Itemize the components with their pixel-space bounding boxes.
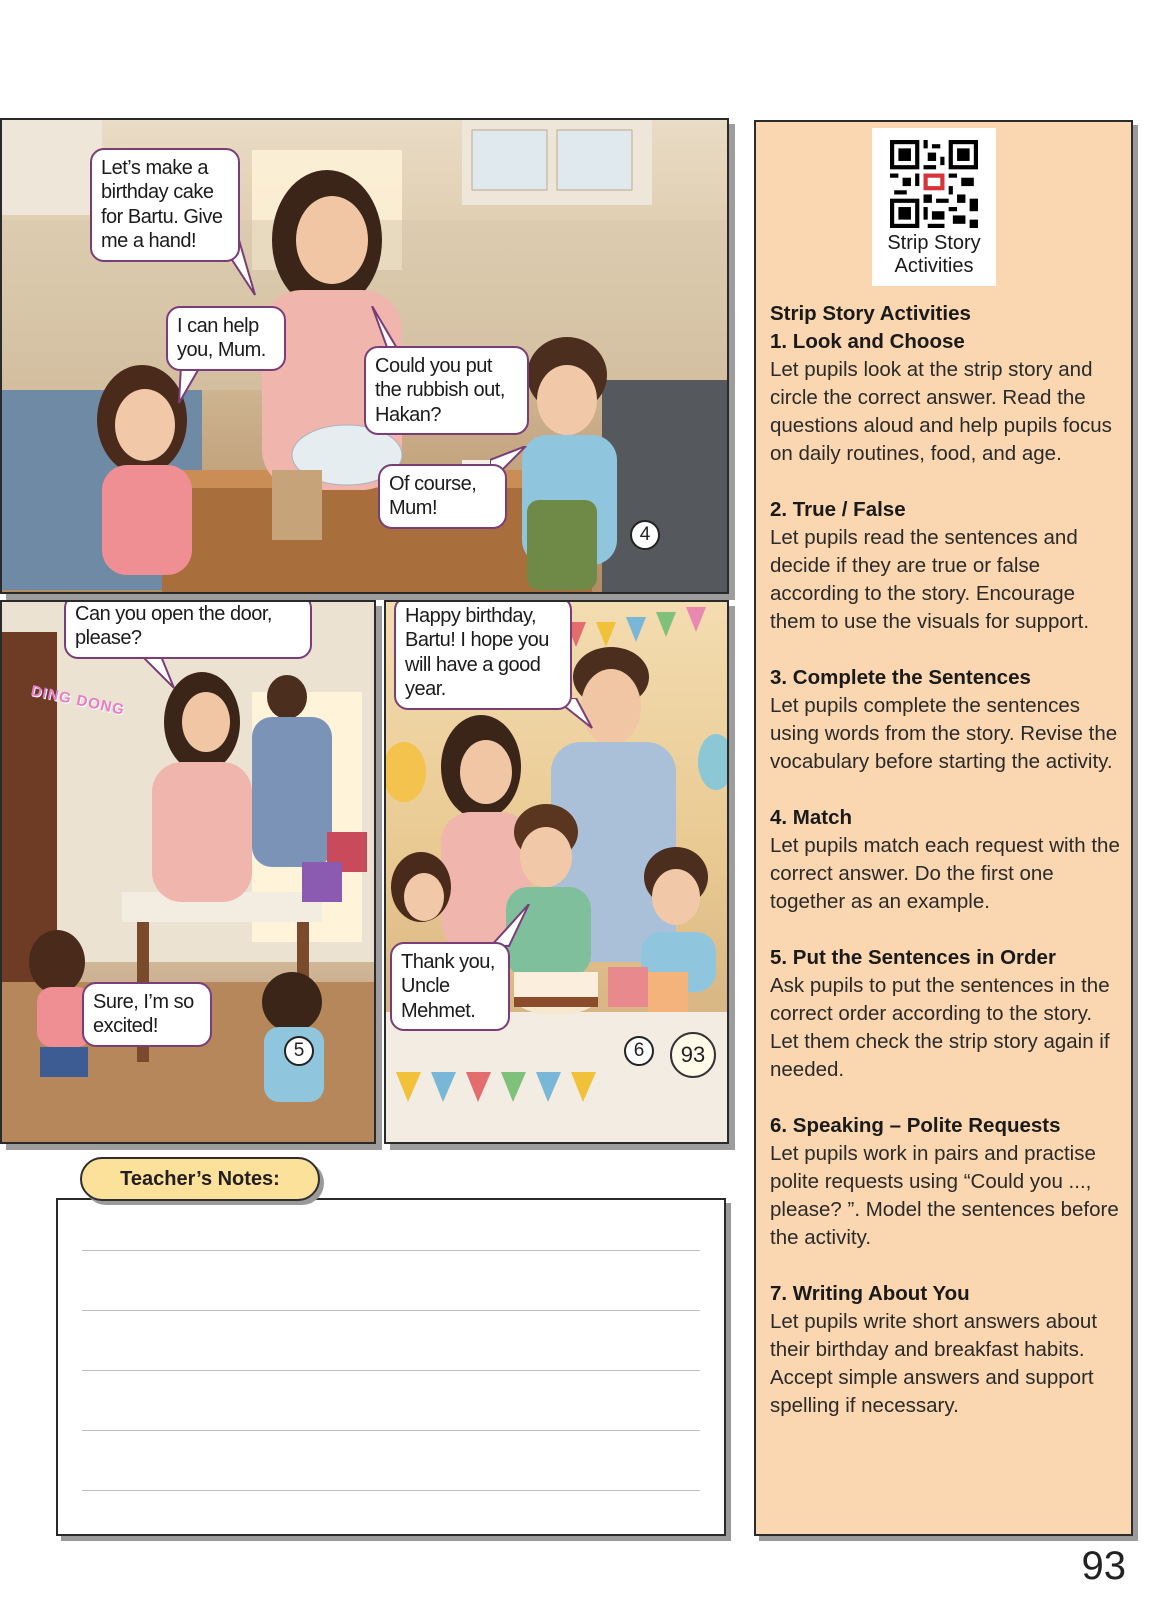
- speech-bubble-mum-rubbish: Could you put the rubbish out, Hakan?: [364, 346, 529, 435]
- activity-item: [770, 1280, 1122, 1420]
- activity-description: Let pupils complete the sentences using words from the story. Revise the vocabulary before starting the activity.: [770, 694, 1118, 773]
- activity-item: [770, 944, 1122, 1084]
- activity-title: 1. Look and Choose: [770, 330, 965, 353]
- speech-bubble-mum-door: Can you open the door, please?: [64, 600, 312, 659]
- panel-number: 5: [284, 1036, 314, 1066]
- qr-caption: Strip Story Activities: [887, 232, 981, 277]
- activity-description: Let pupils read the sentences and decide if they are true or false according to the story. Encourage them to use the visuals for support.: [770, 526, 1090, 633]
- activity-title: 3. Complete the Sentences: [770, 666, 1031, 689]
- activities-heading: Strip Story Activities: [770, 302, 971, 325]
- teachers-notes-box[interactable]: [56, 1198, 726, 1536]
- speech-bubble-mum-cake: Let’s make a birthday cake for Bartu. Give me a hand!: [90, 148, 240, 262]
- speech-bubble-girl-excited: Sure, I’m so excited!: [82, 982, 212, 1047]
- teacher-activities-sidebar: [754, 120, 1133, 1536]
- activity-item: [770, 1112, 1122, 1252]
- activities-list: [770, 300, 1122, 1420]
- teachers-notes-label: Teacher’s Notes:: [80, 1157, 320, 1201]
- comic-panel-4: [0, 118, 729, 594]
- qr-code-card[interactable]: [872, 128, 996, 286]
- activity-title: 5. Put the Sentences in Order: [770, 946, 1056, 969]
- activity-item: [770, 804, 1122, 916]
- activity-title: 7. Writing About You: [770, 1282, 970, 1305]
- page-badge: 93: [670, 1032, 716, 1078]
- page-number: 93: [1081, 1544, 1126, 1588]
- qr-code-icon: [890, 140, 978, 228]
- activity-item: [770, 328, 1122, 468]
- comic-panel-5: [0, 600, 376, 1144]
- speech-bubble-boy-ofcourse: Of course, Mum!: [378, 464, 507, 529]
- activity-description: Let pupils look at the strip story and circle the correct answer. Read the questions aloud and help pupils focus on daily routines, food, and age.: [770, 358, 1112, 465]
- panel-number: 4: [630, 520, 660, 550]
- activity-item: [770, 496, 1122, 636]
- speech-bubble-girl-help: I can help you, Mum.: [166, 306, 286, 371]
- comic-panel-6: [384, 600, 729, 1144]
- activity-description: Let pupils write short answers about their birthday and breakfast habits. Accept simple answers and support spelling if necessary.: [770, 1310, 1098, 1417]
- note-line: [82, 1430, 700, 1431]
- activity-item: [770, 664, 1122, 776]
- speech-bubble-uncle-birthday: Happy birthday, Bartu! I hope you will have a good year.: [394, 600, 572, 710]
- note-line: [82, 1250, 700, 1251]
- activity-description: Let pupils work in pairs and practise polite requests using “Could you ..., please? ”. Model the sentences before the activity.: [770, 1142, 1119, 1249]
- note-line: [82, 1310, 700, 1311]
- door-scene-illustration: [2, 602, 374, 1142]
- note-line: [82, 1370, 700, 1371]
- ding-dong-sound-effect: DING DONG: [29, 682, 127, 719]
- activity-title: 4. Match: [770, 806, 853, 829]
- activity-description: Ask pupils to put the sentences in the correct order according to the story. Let them check the strip story again if needed.: [770, 974, 1110, 1081]
- activity-description: Let pupils match each request with the correct answer. Do the first one together as an example.: [770, 834, 1120, 913]
- note-line: [82, 1490, 700, 1491]
- speech-tail: [177, 365, 207, 407]
- activity-title: 2. True / False: [770, 498, 906, 521]
- panel-number: 6: [624, 1036, 654, 1066]
- activity-title: 6. Speaking – Polite Requests: [770, 1114, 1061, 1137]
- speech-bubble-bartu-thanks: Thank you, Uncle Mehmet.: [390, 942, 510, 1031]
